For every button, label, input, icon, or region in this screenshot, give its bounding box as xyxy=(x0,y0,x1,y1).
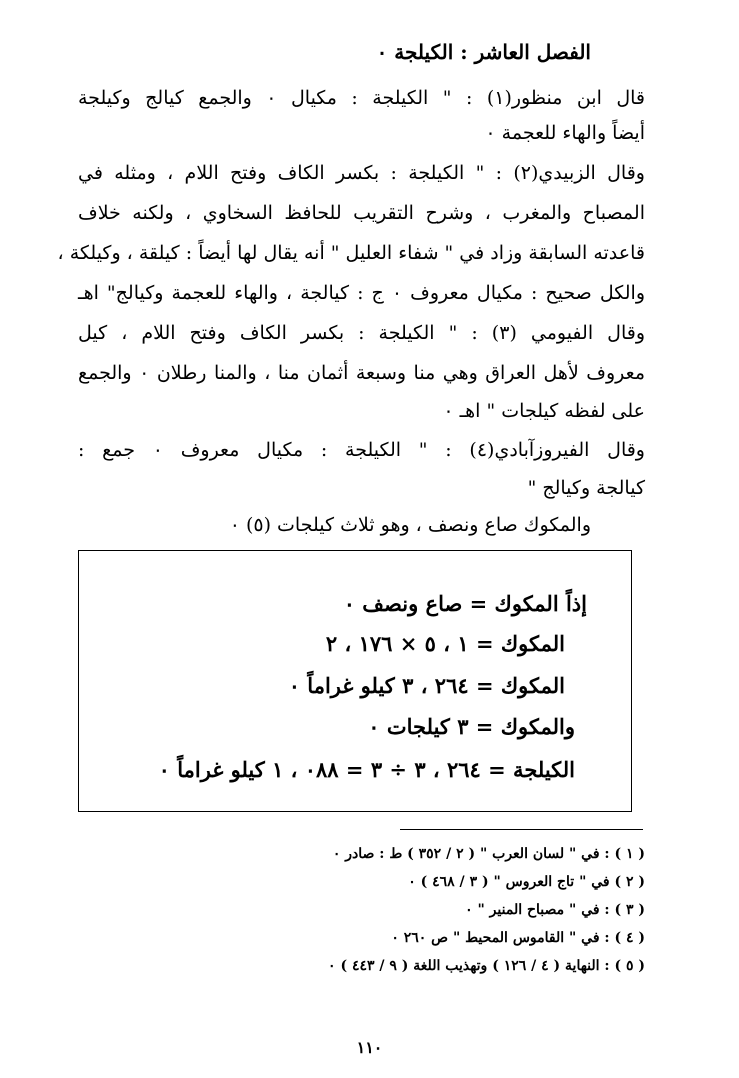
footnote: ( ٢ ) في " تاج العروس " ( ٣ / ٤٦٨ ) ٠ xyxy=(408,874,645,890)
paragraph-line: وقال الزبيدي(٢) : " الكيلجة : بكسر الكاف وفتح اللام ، ومثله في xyxy=(78,162,645,184)
calc-line: الكيلجة = ٢٦٤ ، ٣ ÷ ٣ = ٠٨٨ ، ١ كيلو غراماً ٠ xyxy=(158,757,575,782)
paragraph-line: كيالجة وكيالج " xyxy=(527,477,645,499)
paragraph-line: أيضاً والهاء للعجمة ٠ xyxy=(485,122,645,144)
chapter-title: الفصل العاشر : الكيلجة ٠ xyxy=(376,40,591,64)
footnote-separator xyxy=(400,829,643,830)
calc-line: إذاً المكوك = صاع ونصف ٠ xyxy=(343,591,587,616)
paragraph-line: وقال الفيومي (٣) : " الكيلجة : بكسر الكاف وفتح اللام ، كيل xyxy=(78,322,645,344)
paragraph-line: قاعدته السابقة وزاد في " شفاء العليل " أنه يقال لها أيضاً : كيلقة ، وكيلكة ، xyxy=(57,242,645,264)
page-number: ١١٠ xyxy=(356,1038,383,1057)
calc-line: والمكوك = ٣ كيلجات ٠ xyxy=(368,714,575,739)
paragraph-line: المصباح والمغرب ، وشرح التقريب للحافظ السخاوي ، ولكنه خلاف xyxy=(78,202,645,224)
footnote: ( ٤ ) : في " القاموس المحيط " ص ٢٦٠ ٠ xyxy=(391,930,645,946)
paragraph-line: معروف لأهل العراق وهي منا وسبعة أثمان منا ، والمنا رطلان ٠ والجمع xyxy=(78,362,645,384)
footnote: ( ٥ ) : النهاية ( ٤ / ١٢٦ ) وتهذيب اللغة ( ٩ / ٤٤٣ ) ٠ xyxy=(328,958,645,974)
paragraph-line: والمكوك صاع ونصف ، وهو ثلاث كيلجات (٥) ٠ xyxy=(229,514,591,536)
paragraph-line: والكل صحيح : مكيال معروف ٠ ج : كيالجة ، والهاء للعجمة وكيالج" اهـ xyxy=(78,282,645,304)
calc-line: المكوك = ١ ، ٥ × ١٧٦ ، ٢ xyxy=(325,631,565,656)
paragraph-line: وقال الفيروزآبادي(٤) : " الكيلجة : مكيال معروف ٠ جمع : xyxy=(78,439,645,461)
footnote: ( ١ ) : في " لسان العرب " ( ٢ / ٣٥٢ ) ط : صادر ٠ xyxy=(332,846,645,862)
calculation-box xyxy=(78,550,632,812)
paragraph-line: قال ابن منظور(١) : " الكيلجة : مكيال ٠ والجمع كيالج وكيلجة xyxy=(78,87,645,109)
footnote: ( ٣ ) : في " مصباح المنير " ٠ xyxy=(465,902,645,918)
calc-line: المكوك = ٢٦٤ ، ٣ كيلو غراماً ٠ xyxy=(288,673,565,698)
paragraph-line: على لفظه كيلجات " اهـ ٠ xyxy=(443,400,645,422)
